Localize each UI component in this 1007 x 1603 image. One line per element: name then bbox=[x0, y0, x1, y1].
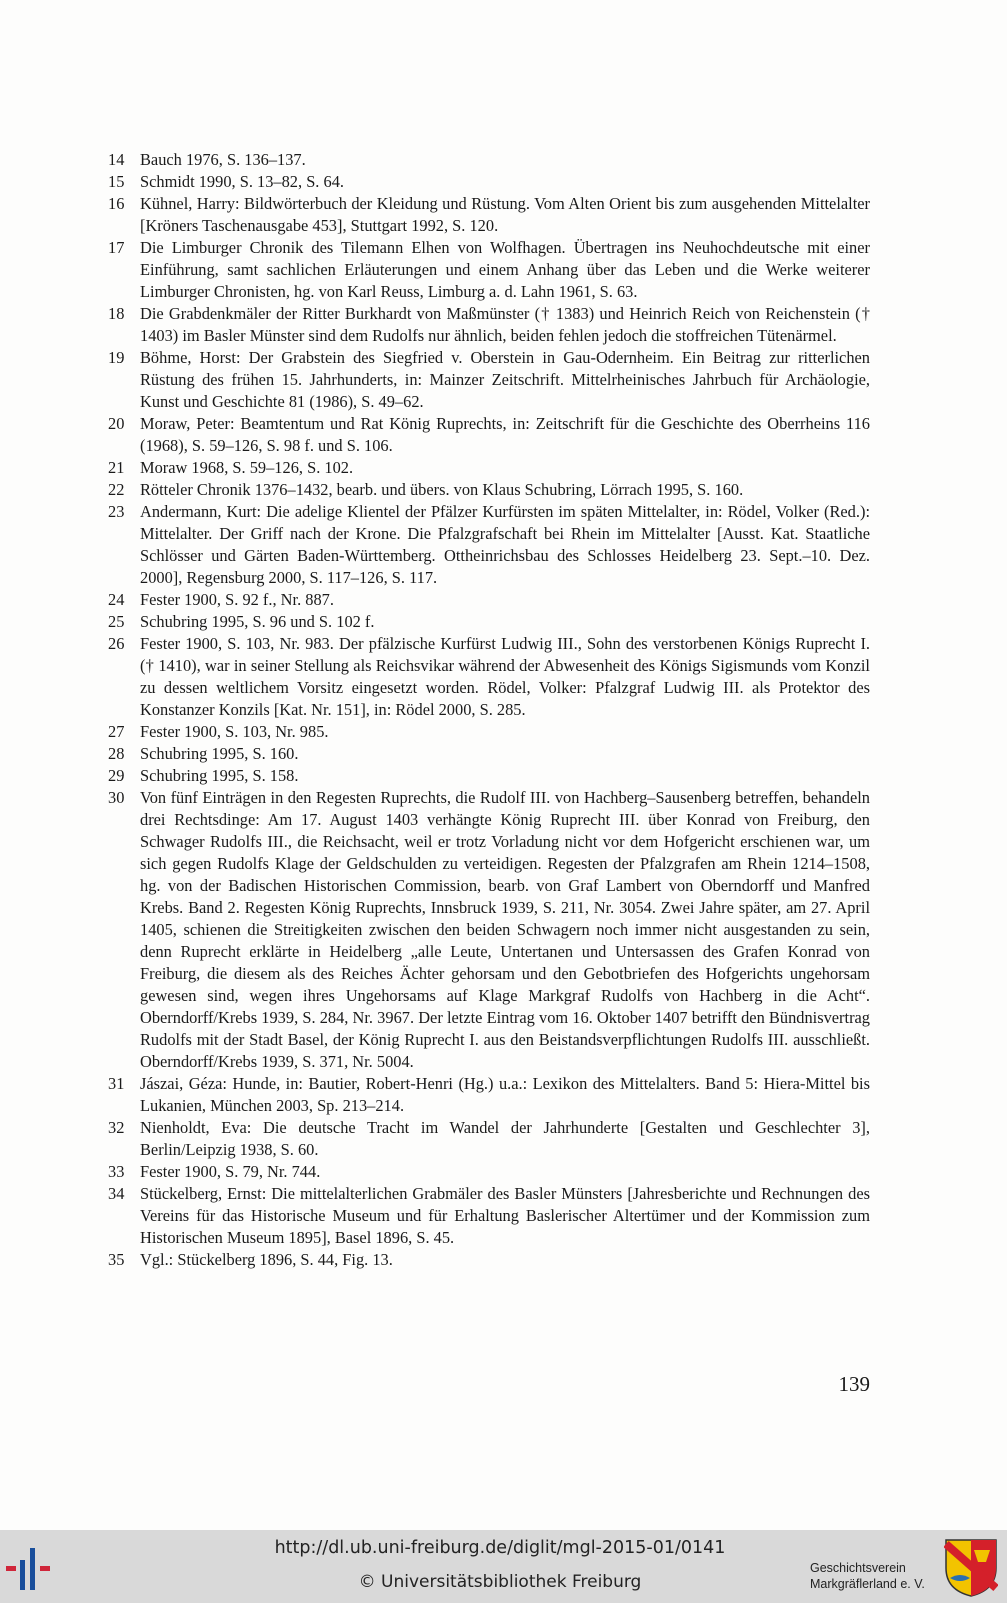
endnote-number: 25 bbox=[108, 612, 125, 631]
endnote-20 bbox=[108, 413, 870, 457]
endnote-text: Böhme, Horst: Der Grabstein des Siegfried v. Oberstein in Gau-Odernheim. Ein Beitrag zur ritterlichen Rüstung des frühen 15. Jahrhunderts, in: Mainzer Zeitschrift. Mittelrheinisches Jahrbuch für Archäologie, Kunst und Geschichte 81 (1986), S. 49–62. bbox=[140, 348, 870, 411]
endnote-number: 15 bbox=[108, 172, 125, 191]
society-line-2: Markgräflerland e. V. bbox=[810, 1577, 925, 1591]
endnotes-list bbox=[108, 149, 870, 1271]
endnote-21 bbox=[108, 457, 870, 479]
endnote-32 bbox=[108, 1117, 870, 1161]
endnote-text: Kühnel, Harry: Bildwörterbuch der Kleidung und Rüstung. Vom Alten Orient bis zum ausgehenden Mittelalter [Kröners Taschenausgabe 453], Stuttgart 1992, S. 120. bbox=[140, 194, 870, 235]
endnote-number: 29 bbox=[108, 766, 125, 785]
endnote-text: Fester 1900, S. 103, Nr. 983. Der pfälzische Kurfürst Ludwig III., Sohn des verstorbenen Königs Ruprecht I. († 1410), war in seiner Stellung als Reichsvikar während der Abwesenheit des Königs Sigismunds vom Konzil zu dessen weltlichem Vorsitz eingesetzt worden. Rödel, Volker: Pfalzgraf Ludwig III. als Protektor des Konstanzer Konzils [Kat. Nr. 151], in: Rödel 2000, S. 285. bbox=[140, 634, 870, 719]
endnote-22 bbox=[108, 479, 870, 501]
endnote-33 bbox=[108, 1161, 870, 1183]
endnote-text: Die Grabdenkmäler der Ritter Burkhardt von Maßmünster († 1383) und Heinrich Reich von Reichenstein († 1403) im Basler Münster sind dem Rudolfs nur ähnlich, beiden fehlen jedoch die stoffreichen Tütenärmel. bbox=[140, 304, 870, 345]
endnote-number: 18 bbox=[108, 304, 125, 323]
endnote-number: 26 bbox=[108, 634, 125, 653]
endnote-16 bbox=[108, 193, 870, 237]
endnote-text: Von fünf Einträgen in den Regesten Ruprechts, die Rudolf III. von Hachberg–Sausenberg betreffen, behandeln drei Rechtsdinge: Am 17. August 1403 verhängte König Ruprecht III. über Konrad von Freiburg, den Schwager Rudolfs III., die Reichsacht, weil er trotz Vorladung nicht vor dem Hofgericht erschienen war, um sich gegen Rudolfs Klage der Geldschulden zu verteidigen. Regesten der Pfalzgrafen am Rhein 1214–1508, hg. von der Badischen Historischen Commission, bearb. von Graf Lambert von Oberndorff und Manfred Krebs. Band 2. Regesten König Ruprechts, Innsbruck 1939, S. 211, Nr. 3054. Zwei Jahre später, am 27. April 1405, schienen die Streitigkeiten zwischen den beiden Schwagern noch immer nicht ausgestanden zu sein, denn Ruprecht erklärte in Heidelberg „alle Leute, Untertanen und Untersassen des Grafen Konrad von Freiburg, die diesem als des Reiches Ächter gehorsam und den Gebotbriefen des Hofgerichts ungehorsam gewesen sind, wegen ihres Ungehorsams auf Klage Markgraf Rudolfs von Hachberg in die Acht“. Oberndorff/Krebs 1939, S. 284, Nr. 3967. Der letzte Eintrag vom 16. Oktober 1407 betrifft den Bündnisvertrag Rudolfs mit der Stadt Basel, der König Ruprecht I. aus den Beistandsverpflichtungen Rudolfs III. ausschließt. Oberndorff/Krebs 1939, S. 371, Nr. 5004. bbox=[140, 788, 870, 1071]
endnote-number: 17 bbox=[108, 238, 125, 257]
endnote-text: Moraw 1968, S. 59–126, S. 102. bbox=[140, 458, 354, 477]
endnote-number: 27 bbox=[108, 722, 125, 741]
ub-freiburg-logo-icon bbox=[2, 1544, 64, 1596]
endnote-text: Vgl.: Stückelberg 1896, S. 44, Fig. 13. bbox=[140, 1250, 393, 1269]
footer-bar bbox=[0, 1530, 1007, 1603]
endnote-text: Rötteler Chronik 1376–1432, bearb. und übers. von Klaus Schubring, Lörrach 1995, S. 160. bbox=[140, 480, 744, 499]
endnote-35 bbox=[108, 1249, 870, 1271]
endnote-number: 16 bbox=[108, 194, 125, 213]
society-line-1: Geschichtsverein bbox=[810, 1561, 906, 1575]
endnote-number: 22 bbox=[108, 480, 125, 499]
endnote-number: 21 bbox=[108, 458, 125, 477]
endnote-24 bbox=[108, 589, 870, 611]
endnote-23 bbox=[108, 501, 870, 589]
endnote-text: Andermann, Kurt: Die adelige Klientel der Pfälzer Kurfürsten im späten Mittelalter, in: Rödel, Volker (Red.): Mittelalter. Der Griff nach der Krone. Die Pfalzgrafschaft bei Rhein im Mittelalter [Ausst. Kat. Staatliche Schlösser und Gärten Baden-Württemberg. Ottheinrichsbau des Schlosses Heidelberg 23. Sept.–10. Dez. 2000], Regensburg 2000, S. 117–126, S. 117. bbox=[140, 502, 870, 587]
endnote-text: Nienholdt, Eva: Die deutsche Tracht im Wandel der Jahrhunderte [Gestalten und Geschlechter 3], Berlin/Leipzig 1938, S. 60. bbox=[140, 1118, 870, 1159]
footer-copyright: © Universitätsbibliothek Freiburg bbox=[358, 1572, 642, 1592]
footer-society bbox=[810, 1560, 950, 1592]
endnote-text: Die Limburger Chronik des Tilemann Elhen von Wolfhagen. Übertragen ins Neuhochdeutsche mit einer Einführung, samt sachlichen Erläuterungen und einem Anhang über das Leben und die Werke weiterer Limburger Chronisten, hg. von Karl Reuss, Limburg a. d. Lahn 1961, S. 63. bbox=[140, 238, 870, 301]
endnote-text: Schubring 1995, S. 96 und S. 102 f. bbox=[140, 612, 375, 631]
endnote-19 bbox=[108, 347, 870, 413]
endnote-text: Fester 1900, S. 79, Nr. 744. bbox=[140, 1162, 321, 1181]
endnote-number: 28 bbox=[108, 744, 125, 763]
endnote-number: 19 bbox=[108, 348, 125, 367]
endnote-text: Schmidt 1990, S. 13–82, S. 64. bbox=[140, 172, 344, 191]
coat-of-arms-icon bbox=[944, 1538, 998, 1598]
footer-url[interactable]: http://dl.ub.uni-freiburg.de/diglit/mgl-2015-01/0141 bbox=[274, 1538, 726, 1558]
endnote-31 bbox=[108, 1073, 870, 1117]
endnote-text: Schubring 1995, S. 160. bbox=[140, 744, 299, 763]
endnote-text: Fester 1900, S. 92 f., Nr. 887. bbox=[140, 590, 334, 609]
endnote-number: 32 bbox=[108, 1118, 125, 1137]
endnote-29 bbox=[108, 765, 870, 787]
endnote-number: 34 bbox=[108, 1184, 125, 1203]
endnote-number: 31 bbox=[108, 1074, 125, 1093]
endnote-26 bbox=[108, 633, 870, 721]
endnote-18 bbox=[108, 303, 870, 347]
endnote-number: 30 bbox=[108, 788, 125, 807]
endnote-27 bbox=[108, 721, 870, 743]
endnote-text: Moraw, Peter: Beamtentum und Rat König Ruprechts, in: Zeitschrift für die Geschichte des Oberrheins 116 (1968), S. 59–126, S. 98 f. und S. 106. bbox=[140, 414, 870, 455]
endnote-text: Bauch 1976, S. 136–137. bbox=[140, 150, 306, 169]
endnote-17 bbox=[108, 237, 870, 303]
endnote-number: 23 bbox=[108, 502, 125, 521]
endnote-number: 14 bbox=[108, 150, 125, 169]
endnote-14 bbox=[108, 149, 870, 171]
endnote-number: 20 bbox=[108, 414, 125, 433]
endnote-15 bbox=[108, 171, 870, 193]
endnote-text: Jászai, Géza: Hunde, in: Bautier, Robert-Henri (Hg.) u.a.: Lexikon des Mittelalters. Band 5: Hiera-Mittel bis Lukanien, München 2003, Sp. 213–214. bbox=[140, 1074, 870, 1115]
endnote-number: 33 bbox=[108, 1162, 125, 1181]
page-number: 139 bbox=[838, 1372, 870, 1396]
endnote-30 bbox=[108, 787, 870, 1073]
endnote-text: Stückelberg, Ernst: Die mittelalterlichen Grabmäler des Basler Münsters [Jahresberichte und Rechnungen des Vereins für das Historische Museum und für Erhaltung Baslerischer Altertümer und der Kommission zum Historischen Museum 1895], Basel 1896, S. 45. bbox=[140, 1184, 870, 1247]
endnote-text: Schubring 1995, S. 158. bbox=[140, 766, 299, 785]
endnote-number: 35 bbox=[108, 1250, 125, 1269]
endnote-25 bbox=[108, 611, 870, 633]
endnote-34 bbox=[108, 1183, 870, 1249]
endnote-28 bbox=[108, 743, 870, 765]
endnote-text: Fester 1900, S. 103, Nr. 985. bbox=[140, 722, 329, 741]
endnote-number: 24 bbox=[108, 590, 125, 609]
